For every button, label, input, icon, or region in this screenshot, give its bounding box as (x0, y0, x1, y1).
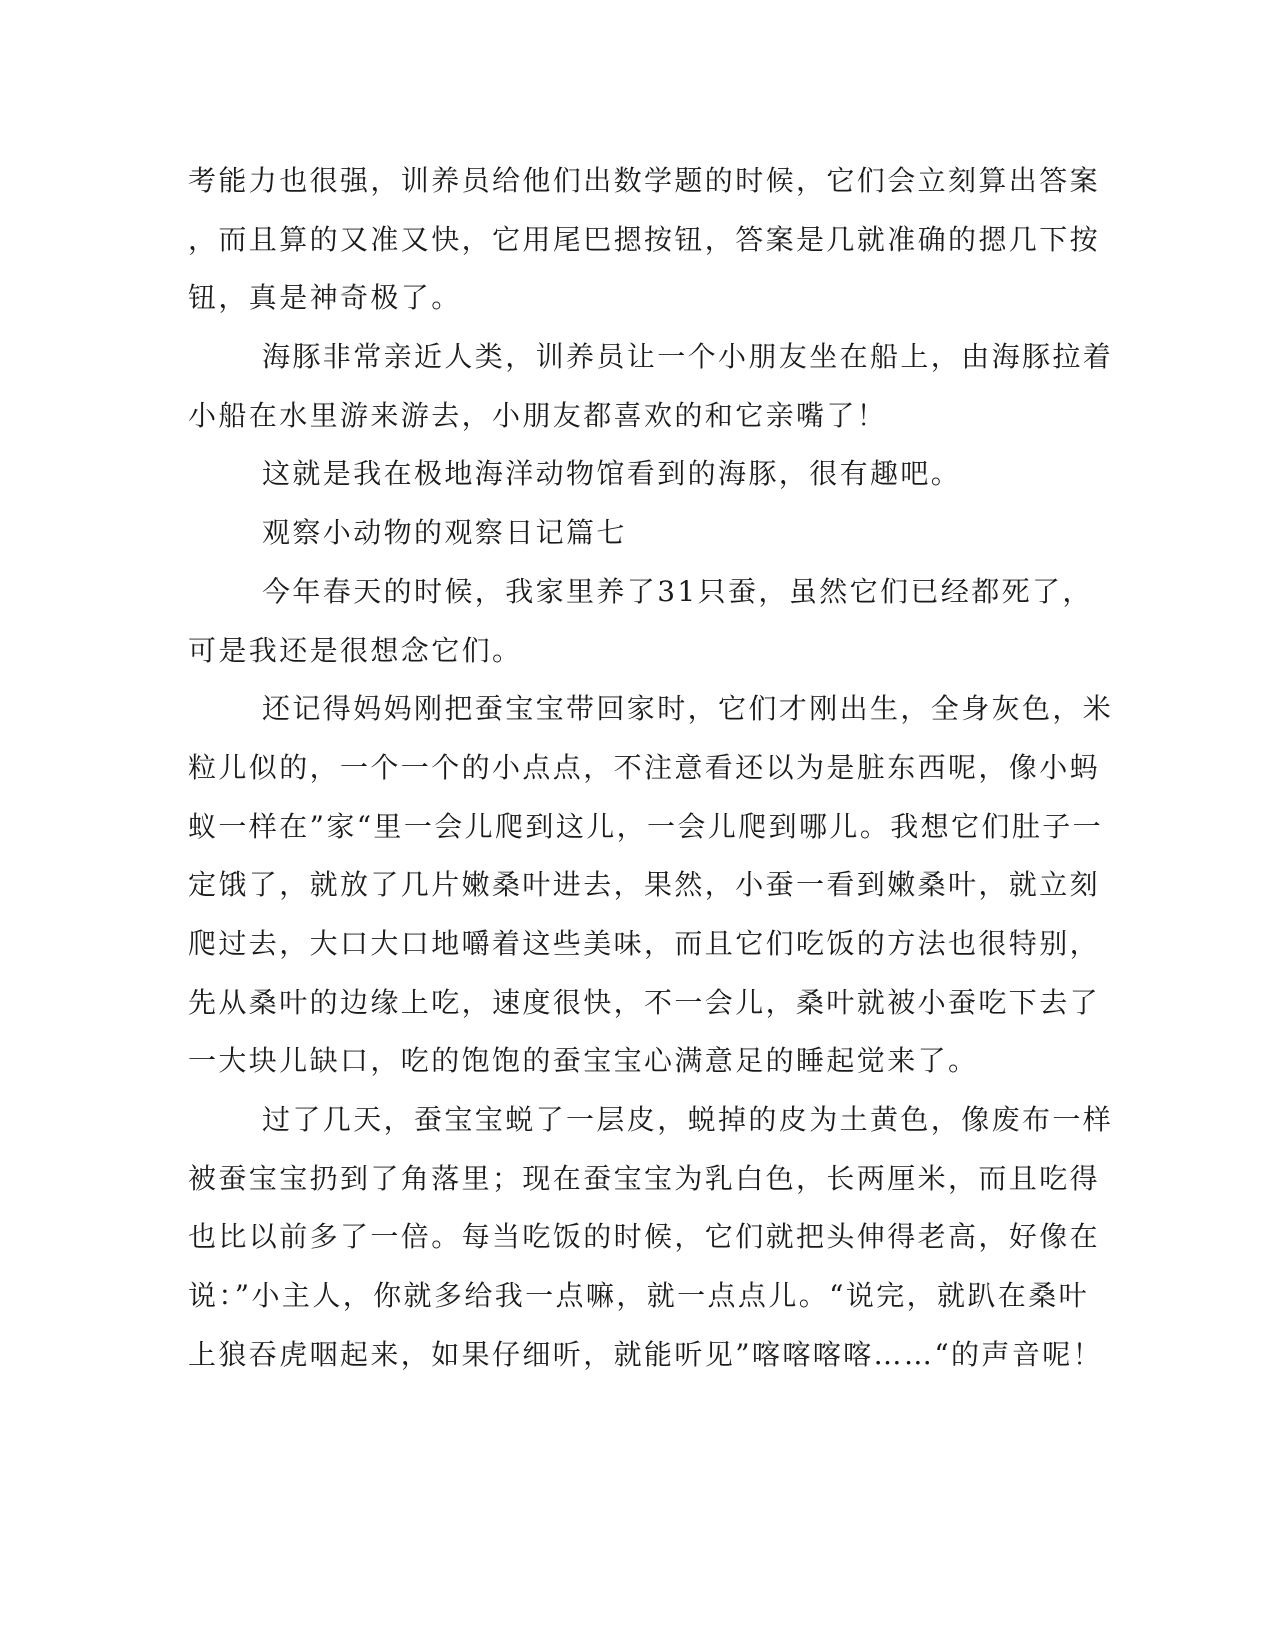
paragraph-first-line: 今年春天的时候，我家里养了31只蚕，虽然它们已经都死了， (262, 575, 1093, 608)
text-line: ，而且算的又准又快，它用尾巴摁按钮，答案是几就准确的摁几下按 (188, 223, 1101, 256)
text-line: 可是我还是很想念它们。 (188, 634, 523, 667)
text-line: 爬过去，大口大口地嚼着这些美味，而且它们吃饭的方法也很特别， (188, 927, 1101, 960)
text-line: 先从桑叶的边缘上吃，速度很快，不一会儿，桑叶就被小蚕吃下去了 (188, 986, 1101, 1019)
text-line: 定饿了，就放了几片嫩桑叶进去，果然，小蚕一看到嫩桑叶，就立刻 (188, 868, 1101, 901)
text-line: 一大块儿缺口，吃的饱饱的蚕宝宝心满意足的睡起觉来了。 (188, 1044, 979, 1077)
paragraph-first-line: 过了几天，蚕宝宝蜕了一层皮，蜕掉的皮为土黄色，像废布一样 (262, 1103, 1114, 1136)
section-heading: 观察小动物的观察日记篇七 (262, 516, 627, 549)
text-line: 蚁一样在”家“里一会儿爬到这儿，一会儿爬到哪儿。我想它们肚子一 (188, 810, 1104, 843)
paragraph-first-line: 还记得妈妈刚把蚕宝宝带回家时，它们才刚出生，全身灰色，米 (262, 692, 1114, 725)
text-line: 钮，真是神奇极了。 (188, 281, 462, 314)
paragraph-first-line: 这就是我在极地海洋动物馆看到的海豚，很有趣吧。 (262, 457, 962, 490)
text-line: 小船在水里游来游去，小朋友都喜欢的和它亲嘴了！ (188, 399, 888, 432)
text-line: 考能力也很强，训养员给他们出数学题的时候，它们会立刻算出答案 (188, 164, 1101, 197)
text-line: 粒儿似的，一个一个的小点点，不注意看还以为是脏东西呢，像小蚂 (188, 751, 1101, 784)
text-line: 被蚕宝宝扔到了角落里；现在蚕宝宝为乳白色，长两厘米，而且吃得 (188, 1162, 1101, 1195)
text-line: 说：”小主人，你就多给我一点嘛，就一点点儿。“说完，就趴在桑叶 (188, 1279, 1090, 1312)
text-line: 也比以前多了一倍。每当吃饭的时候，它们就把头伸得老高，好像在 (188, 1220, 1101, 1253)
text-line: 上狼吞虎咽起来，如果仔细听，就能听见”喀喀喀喀……“的声音呢！ (188, 1338, 1104, 1371)
paragraph-first-line: 海豚非常亲近人类，训养员让一个小朋友坐在船上，由海豚拉着 (262, 340, 1114, 373)
